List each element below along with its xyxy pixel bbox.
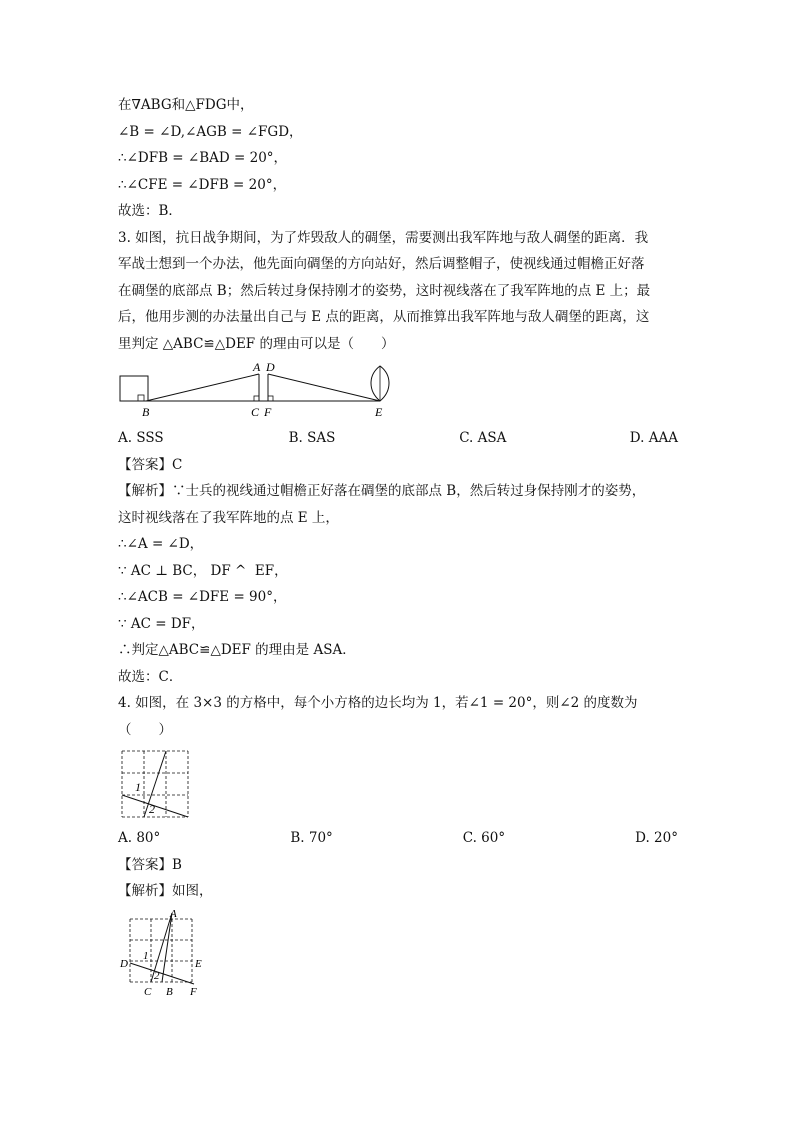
q3-analysis-line: ∴∠ACB = ∠DFE = 90°， [118,589,287,605]
right-angle-mark [268,396,273,401]
q4-options [118,825,678,852]
sight-line-ab [146,374,259,401]
option-d[interactable]: D. AAA [629,430,678,446]
sight-line-de [268,374,380,401]
label-f: F [190,985,197,998]
shallow-line [122,795,188,817]
option-c[interactable]: C. 60° [462,830,506,846]
q3-analysis-line: 这时视线落在了我军阵地的点 E 上， [118,509,339,526]
q3-analysis-line: ∴判定△ABC≌△DEF 的理由是 ASA． [118,642,356,658]
q3-analysis-line: 故选：C． [118,668,183,685]
right-angle-mark [254,396,259,401]
steep-line [144,751,166,817]
q3-options [118,425,678,452]
q4-solution-figure [118,909,214,999]
angle-2-label: 2 [149,802,155,816]
q3-analysis-line: 【解析】∵士兵的视线通过帽檐正好落在碉堡的底部点 B，然后转过身保持刚才的姿势， [118,483,646,499]
label-a: A [253,361,261,374]
q3-analysis-line: ∵ AC ⊥ BC， DF ^ EF， [118,562,288,579]
q4-grid-figure [118,747,198,823]
text-line: ∴∠CFE = ∠DFB = 20°， [118,176,287,193]
q3-analysis-line: ∴∠A = ∠D， [118,536,204,552]
text-line: 在∇ABG和△FDG中， [118,97,254,113]
label-d: D [120,957,128,970]
q4-stem-line: 4. 如图，在 3×3 的方格中，每个小方格的边长均为 1，若∠1 = 20°，则∠2 的度数为 [118,695,638,711]
q3-stem-line: 军战士想到一个办法，他先面向碉堡的方向站好，然后调整帽子，使视线通过帽檐正好落 [118,256,645,272]
q4-analysis-intro: 【解析】如图， [118,883,213,899]
document-page [118,92,678,1001]
option-b[interactable]: B. SAS [288,430,336,446]
label-f: F [264,405,272,419]
label-c: C [251,405,260,419]
right-angle-mark [138,395,144,401]
q3-figure [118,361,408,423]
label-d: D [266,361,275,374]
q3-analysis-line: ∵ AC = DF， [118,615,205,632]
q3-stem-line: 在碉堡的底部点 B；然后转过身保持刚才的姿势，这时视线落在了我军阵地的点 E 上；最 [118,282,651,299]
label-b: B [166,985,173,998]
option-a[interactable]: A. SSS [118,430,164,446]
q3-stem-line: 里判定 △ABC≌△DEF 的理由可以是（ ） [118,335,395,352]
angle-2-label: 2 [154,969,160,982]
label-b: B [142,405,150,419]
option-c[interactable]: C. ASA [459,430,507,446]
angle-1-label: 1 [143,949,149,962]
text-line: 故选：B． [118,203,182,219]
option-d[interactable]: D. 20° [635,830,678,846]
text-line: ∴∠DFB = ∠BAD = 20°， [118,150,288,166]
line-ab [162,913,172,982]
q3-stem-line: 3. 如图，抗日战争期间，为了炸毁敌人的碉堡，需要测出我军阵地与敌人碉堡的距离．我 [118,229,649,246]
label-a: A [170,908,177,920]
label-e: E [375,405,383,419]
option-a[interactable]: A. 80° [118,830,161,846]
angle-1-label: 1 [135,780,141,794]
option-b[interactable]: B. 70° [290,830,333,846]
label-e: E [195,957,202,970]
q3-answer: 【答案】C [118,456,183,473]
text-line: ∠B = ∠D,∠AGB = ∠FGD， [118,123,303,140]
q4-answer: 【答案】B [118,856,182,873]
label-c: C [144,985,152,998]
q3-stem-line: 后，他用步测的办法量出自己与 E 点的距离，从而推算出我军阵地与敌人碉堡的距离，这 [118,309,650,325]
q4-stem-line: （ ） [118,721,172,738]
